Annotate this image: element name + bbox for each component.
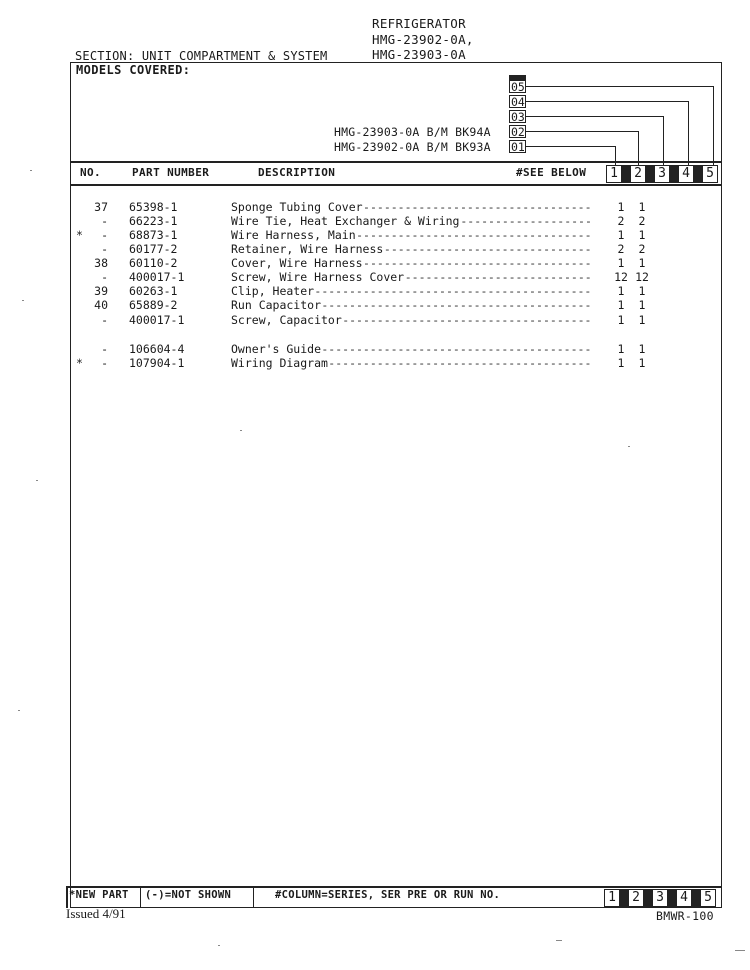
table-row [0, 342, 750, 356]
title-line-3: HMG-23903-0A [372, 47, 466, 62]
model-02-text: HMG-23903-0A B/M BK94A [334, 125, 491, 139]
part-description: Screw, Wire Harness Cover [231, 270, 405, 284]
series-col-divider-3 [670, 165, 678, 183]
model-01-text: HMG-23902-0A B/M BK93A [334, 140, 491, 154]
qty-series-1: 1 [617, 298, 625, 312]
item-number: 40 [94, 298, 108, 312]
leader-dashes: ------------------------------------ [342, 313, 592, 327]
qty-series-2: 12 [635, 270, 649, 284]
item-number: - [101, 356, 108, 370]
qty-series-2: 1 [638, 342, 646, 356]
part-number: 107904-1 [129, 356, 185, 370]
item-number: - [101, 228, 108, 242]
parts-list-frame [70, 62, 722, 908]
part-number: 400017-1 [129, 313, 185, 327]
item-number: - [101, 242, 108, 256]
item-number: - [101, 342, 108, 356]
item-number: - [101, 270, 108, 284]
table-row [0, 242, 750, 256]
item-number: 38 [94, 256, 108, 270]
part-description: Screw, Capacitor [231, 313, 342, 327]
col-see-below: #SEE BELOW [516, 166, 587, 179]
table-row [0, 356, 750, 370]
footer-divider-2 [253, 886, 254, 908]
leader-dashes: ---------------------------------------- [314, 284, 592, 298]
series-col-divider-1 [622, 165, 630, 183]
qty-series-1: 1 [617, 228, 625, 242]
section-label: SECTION: UNIT COMPARTMENT & SYSTEM [75, 49, 328, 63]
leader-dashes: ------------------------------ [383, 242, 592, 256]
qty-series-1: 1 [617, 284, 625, 298]
part-description: Retainer, Wire Harness [231, 242, 384, 256]
part-description: Cover, Wire Harness [231, 256, 363, 270]
series-col-2: 2 [630, 165, 646, 183]
footer-series-4: 4 [676, 889, 692, 907]
qty-series-2: 1 [638, 298, 646, 312]
leader-dashes: ------------------- [460, 214, 592, 228]
leader-dashes: --------------------------------- [363, 200, 592, 214]
item-number: 37 [94, 200, 108, 214]
part-number: 65889-2 [129, 298, 178, 312]
footer-series-1: 1 [604, 889, 620, 907]
part-description: Clip, Heater [231, 284, 315, 298]
item-number: 39 [94, 284, 108, 298]
footer-top-rule [66, 886, 722, 888]
footer-series-divider-2 [644, 889, 652, 907]
qty-series-1: 1 [617, 356, 625, 370]
part-number: 65398-1 [129, 200, 178, 214]
qty-series-1: 1 [617, 256, 625, 270]
model-id-03: 03 [511, 110, 525, 124]
qty-series-1: 1 [617, 200, 625, 214]
scan-speck [18, 710, 20, 711]
scan-speck [22, 300, 24, 301]
title-line-2: HMG-23902-0A, [372, 32, 474, 47]
series-col-4: 4 [678, 165, 694, 183]
model-id-01: 01 [511, 140, 525, 154]
part-number: 106604-4 [129, 342, 185, 356]
qty-series-2: 1 [638, 228, 646, 242]
item-number: - [101, 214, 108, 228]
qty-series-2: 1 [638, 256, 646, 270]
issued-date: Issued 4/91 [66, 906, 126, 921]
qty-series-2: 1 [638, 284, 646, 298]
table-row [0, 313, 750, 327]
part-description: Wiring Diagram [231, 356, 328, 370]
footer-not-shown: (-)=NOT SHOWN [145, 889, 232, 901]
qty-series-1: 12 [614, 270, 628, 284]
qty-series-1: 1 [617, 313, 625, 327]
series-col-1: 1 [606, 165, 622, 183]
table-row [0, 298, 750, 312]
qty-series-2: 2 [638, 242, 646, 256]
column-header-bottom-rule [70, 184, 722, 186]
series-col-3: 3 [654, 165, 670, 183]
model-id-05: 05 [511, 80, 525, 94]
scan-speck [240, 430, 242, 431]
leader-dashes: --------------------------- [404, 270, 592, 284]
table-row [0, 214, 750, 228]
table-row [0, 228, 750, 242]
col-description: DESCRIPTION [258, 166, 336, 179]
footer-series-3: 3 [652, 889, 668, 907]
qty-series-2: 1 [638, 313, 646, 327]
model-id-04: 04 [511, 95, 525, 109]
qty-series-1: 2 [617, 214, 625, 228]
part-description: Sponge Tubing Cover [231, 200, 363, 214]
footer-left-edge [66, 886, 68, 908]
footer-new-part: *NEW PART [69, 889, 129, 901]
leader-dashes: -------------------------------------- [328, 356, 592, 370]
part-number: 66223-1 [129, 214, 178, 228]
part-number: 68873-1 [129, 228, 178, 242]
qty-series-2: 1 [638, 356, 646, 370]
footer-series-divider-4 [692, 889, 700, 907]
table-row [0, 256, 750, 270]
part-number: 400017-1 [129, 270, 185, 284]
leader-dashes: --------------------------------- [363, 256, 592, 270]
leader-dashes: --------------------------------------- [321, 298, 592, 312]
col-part-number: PART NUMBER [132, 166, 210, 179]
leader-dashes: --------------------------------------- [321, 342, 592, 356]
item-number: - [101, 313, 108, 327]
footer-column-note: #COLUMN=SERIES, SER PRE OR RUN NO. [275, 889, 501, 901]
part-number: 60110-2 [129, 256, 178, 270]
new-part-marker: * [76, 228, 83, 242]
footer-divider-1 [140, 886, 141, 908]
document-number: BMWR-100 [656, 909, 714, 923]
scan-speck [628, 446, 630, 447]
part-description: Run Capacitor [231, 298, 322, 312]
footer-series-divider-3 [668, 889, 676, 907]
part-description: Wire Harness, Main [231, 228, 356, 242]
qty-series-2: 2 [638, 214, 646, 228]
table-row [0, 270, 750, 284]
col-no: NO. [80, 166, 102, 179]
part-number: 60263-1 [129, 284, 178, 298]
scan-speck [36, 480, 38, 481]
scan-speck [218, 945, 220, 946]
table-row [0, 200, 750, 214]
part-description: Owner's Guide [231, 342, 322, 356]
footer-series-5: 5 [700, 889, 716, 907]
models-covered-label: MODELS COVERED: [76, 63, 191, 77]
qty-series-2: 1 [638, 200, 646, 214]
new-part-marker: * [76, 356, 83, 370]
table-row [0, 284, 750, 298]
series-col-divider-4 [694, 165, 702, 183]
scan-speck [735, 950, 745, 951]
scan-speck [556, 940, 562, 941]
title-line-1: REFRIGERATOR [372, 16, 466, 31]
footer-series-divider-1 [620, 889, 628, 907]
leader-dashes: ---------------------------------- [356, 228, 592, 242]
qty-series-1: 1 [617, 342, 625, 356]
series-col-divider-2 [646, 165, 654, 183]
column-header-top-rule [70, 161, 722, 163]
part-number: 60177-2 [129, 242, 178, 256]
part-description: Wire Tie, Heat Exchanger & Wiring [231, 214, 460, 228]
footer-series-2: 2 [628, 889, 644, 907]
qty-series-1: 2 [617, 242, 625, 256]
scan-speck [30, 170, 32, 171]
series-col-5: 5 [702, 165, 718, 183]
model-id-02: 02 [511, 125, 525, 139]
